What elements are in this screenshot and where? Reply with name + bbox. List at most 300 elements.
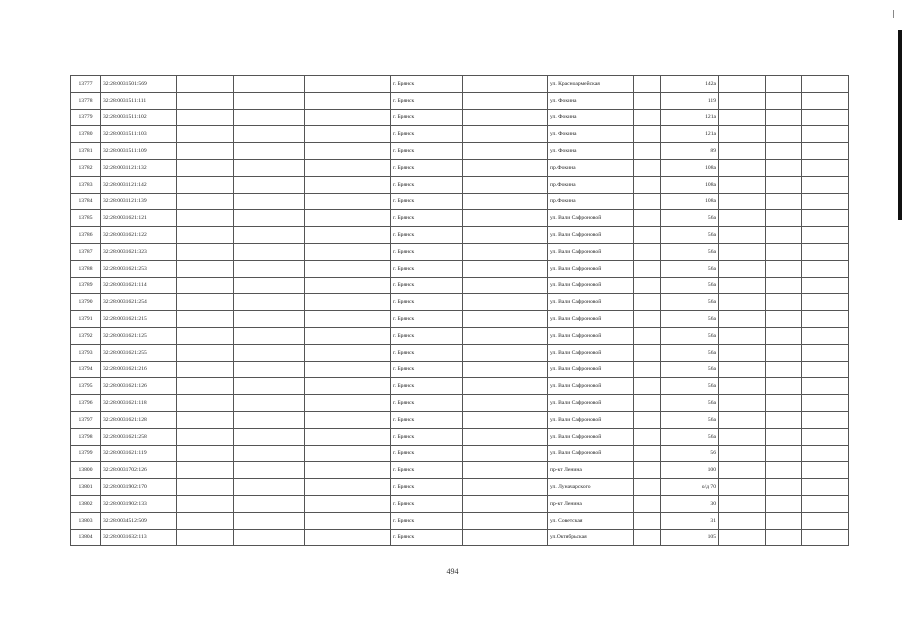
house-cell: 121а [661, 109, 719, 126]
empty-cell [463, 462, 548, 479]
empty-cell [802, 126, 849, 143]
empty-cell [719, 109, 766, 126]
empty-cell [463, 361, 548, 378]
empty-cell [766, 294, 802, 311]
street-cell: ул. Вали Сафроновой [548, 395, 634, 412]
empty-cell [305, 361, 391, 378]
empty-cell [634, 428, 661, 445]
cadastral-number-cell: 32:28:0031902:133 [101, 495, 177, 512]
city-cell: г. Брянск [391, 159, 463, 176]
empty-cell [234, 243, 305, 260]
empty-cell [634, 210, 661, 227]
table-row [71, 260, 849, 277]
empty-cell [177, 294, 234, 311]
empty-cell [177, 361, 234, 378]
row-number-cell: 13779 [71, 109, 101, 126]
empty-cell [234, 227, 305, 244]
empty-cell [802, 395, 849, 412]
street-cell: ул. Фокина [548, 126, 634, 143]
empty-cell [766, 378, 802, 395]
empty-cell [766, 529, 802, 546]
empty-cell [719, 277, 766, 294]
empty-cell [177, 109, 234, 126]
empty-cell [719, 529, 766, 546]
empty-cell [634, 479, 661, 496]
empty-cell [719, 210, 766, 227]
empty-cell [634, 126, 661, 143]
house-cell: 100 [661, 462, 719, 479]
house-cell: 56а [661, 210, 719, 227]
cadastral-number-cell: 32:28:0031621:122 [101, 227, 177, 244]
cadastral-number-cell: 32:28:0031621:323 [101, 243, 177, 260]
row-number-cell: 13800 [71, 462, 101, 479]
cadastral-number-cell: 32:28:0034512:509 [101, 512, 177, 529]
empty-cell [802, 361, 849, 378]
row-number-cell: 13791 [71, 311, 101, 328]
empty-cell [463, 143, 548, 160]
cadastral-number-cell: 32:28:0031511:102 [101, 109, 177, 126]
empty-cell [802, 243, 849, 260]
empty-cell [719, 143, 766, 160]
empty-cell [234, 210, 305, 227]
empty-cell [802, 176, 849, 193]
empty-cell [634, 143, 661, 160]
empty-cell [177, 529, 234, 546]
empty-cell [177, 344, 234, 361]
table-row [71, 193, 849, 210]
city-cell: г. Брянск [391, 243, 463, 260]
house-cell: 56а [661, 411, 719, 428]
empty-cell [234, 495, 305, 512]
city-cell: г. Брянск [391, 445, 463, 462]
empty-cell [802, 294, 849, 311]
row-number-cell: 13803 [71, 512, 101, 529]
empty-cell [802, 311, 849, 328]
empty-cell [305, 294, 391, 311]
empty-cell [766, 344, 802, 361]
empty-cell [177, 479, 234, 496]
empty-cell [177, 495, 234, 512]
empty-cell [234, 479, 305, 496]
empty-cell [802, 210, 849, 227]
empty-cell [463, 327, 548, 344]
empty-cell [719, 445, 766, 462]
empty-cell [634, 327, 661, 344]
empty-cell [305, 159, 391, 176]
city-cell: г. Брянск [391, 109, 463, 126]
house-cell: 56а [661, 378, 719, 395]
empty-cell [766, 176, 802, 193]
street-cell: ул. Красноармейская [548, 76, 634, 93]
empty-cell [802, 445, 849, 462]
row-number-cell: 13792 [71, 327, 101, 344]
table-row [71, 462, 849, 479]
empty-cell [177, 243, 234, 260]
city-cell: г. Брянск [391, 378, 463, 395]
empty-cell [719, 126, 766, 143]
row-number-cell: 13802 [71, 495, 101, 512]
empty-cell [305, 277, 391, 294]
empty-cell [802, 227, 849, 244]
house-cell: 56 [661, 445, 719, 462]
row-number-cell: 13799 [71, 445, 101, 462]
empty-cell [305, 378, 391, 395]
table-row [71, 529, 849, 546]
empty-cell [463, 311, 548, 328]
empty-cell [634, 495, 661, 512]
row-number-cell: 13790 [71, 294, 101, 311]
empty-cell [177, 411, 234, 428]
empty-cell [234, 311, 305, 328]
empty-cell [766, 411, 802, 428]
city-cell: г. Брянск [391, 411, 463, 428]
empty-cell [305, 92, 391, 109]
empty-cell [305, 76, 391, 93]
row-number-cell: 13804 [71, 529, 101, 546]
empty-cell [634, 294, 661, 311]
cadastral-number-cell: 32:28:0031632:113 [101, 529, 177, 546]
empty-cell [766, 210, 802, 227]
scan-edge-mark [893, 10, 894, 18]
empty-cell [305, 411, 391, 428]
empty-cell [766, 227, 802, 244]
cadastral-number-cell: 32:28:0031121:139 [101, 193, 177, 210]
street-cell: пр.Фокина [548, 193, 634, 210]
empty-cell [766, 462, 802, 479]
empty-cell [463, 260, 548, 277]
empty-cell [634, 260, 661, 277]
empty-cell [634, 92, 661, 109]
empty-cell [634, 277, 661, 294]
empty-cell [634, 445, 661, 462]
empty-cell [305, 479, 391, 496]
house-cell: 56а [661, 395, 719, 412]
city-cell: г. Брянск [391, 479, 463, 496]
row-number-cell: 13782 [71, 159, 101, 176]
empty-cell [719, 512, 766, 529]
row-number-cell: 13789 [71, 277, 101, 294]
empty-cell [802, 92, 849, 109]
empty-cell [234, 361, 305, 378]
empty-cell [305, 210, 391, 227]
city-cell: г. Брянск [391, 227, 463, 244]
empty-cell [463, 445, 548, 462]
cadastral-number-cell: 32:28:0031621:258 [101, 428, 177, 445]
empty-cell [719, 462, 766, 479]
empty-cell [634, 243, 661, 260]
empty-cell [766, 428, 802, 445]
empty-cell [234, 378, 305, 395]
empty-cell [234, 143, 305, 160]
row-number-cell: 13784 [71, 193, 101, 210]
city-cell: г. Брянск [391, 311, 463, 328]
city-cell: г. Брянск [391, 193, 463, 210]
empty-cell [766, 193, 802, 210]
empty-cell [634, 344, 661, 361]
cadastral-number-cell: 32:28:0031121:132 [101, 159, 177, 176]
empty-cell [802, 327, 849, 344]
empty-cell [719, 294, 766, 311]
empty-cell [463, 193, 548, 210]
table-row [71, 294, 849, 311]
empty-cell [719, 479, 766, 496]
empty-cell [463, 227, 548, 244]
city-cell: г. Брянск [391, 462, 463, 479]
row-number-cell: 13795 [71, 378, 101, 395]
empty-cell [634, 411, 661, 428]
street-cell: ул. Фокина [548, 109, 634, 126]
empty-cell [766, 445, 802, 462]
empty-cell [177, 92, 234, 109]
table-row [71, 92, 849, 109]
empty-cell [802, 512, 849, 529]
empty-cell [766, 92, 802, 109]
empty-cell [719, 344, 766, 361]
empty-cell [802, 344, 849, 361]
empty-cell [766, 109, 802, 126]
empty-cell [305, 462, 391, 479]
empty-cell [177, 159, 234, 176]
table-row [71, 495, 849, 512]
empty-cell [305, 109, 391, 126]
empty-cell [766, 277, 802, 294]
empty-cell [177, 462, 234, 479]
empty-cell [766, 260, 802, 277]
empty-cell [463, 243, 548, 260]
house-cell: 108а [661, 159, 719, 176]
row-number-cell: 13780 [71, 126, 101, 143]
empty-cell [802, 479, 849, 496]
table-row [71, 126, 849, 143]
empty-cell [305, 395, 391, 412]
empty-cell [634, 109, 661, 126]
empty-cell [234, 462, 305, 479]
empty-cell [766, 126, 802, 143]
empty-cell [719, 76, 766, 93]
house-cell: 56а [661, 344, 719, 361]
row-number-cell: 13798 [71, 428, 101, 445]
empty-cell [802, 378, 849, 395]
empty-cell [719, 92, 766, 109]
empty-cell [719, 227, 766, 244]
street-cell: ул.Октябрьская [548, 529, 634, 546]
empty-cell [234, 529, 305, 546]
empty-cell [634, 193, 661, 210]
house-cell: 31 [661, 512, 719, 529]
row-number-cell: 13796 [71, 395, 101, 412]
empty-cell [305, 311, 391, 328]
city-cell: г. Брянск [391, 512, 463, 529]
empty-cell [305, 143, 391, 160]
street-cell: ул. Фокина [548, 92, 634, 109]
row-number-cell: 13783 [71, 176, 101, 193]
row-number-cell: 13787 [71, 243, 101, 260]
street-cell: ул. Вали Сафроновой [548, 260, 634, 277]
empty-cell [463, 92, 548, 109]
row-number-cell: 13781 [71, 143, 101, 160]
table-row [71, 159, 849, 176]
empty-cell [463, 378, 548, 395]
empty-cell [234, 411, 305, 428]
empty-cell [463, 411, 548, 428]
table-row [71, 445, 849, 462]
empty-cell [766, 361, 802, 378]
city-cell: г. Брянск [391, 92, 463, 109]
street-cell: пр-кт Ленина [548, 462, 634, 479]
cadastral-number-cell: 32:28:0031621:216 [101, 361, 177, 378]
empty-cell [634, 76, 661, 93]
empty-cell [234, 277, 305, 294]
empty-cell [719, 193, 766, 210]
empty-cell [305, 529, 391, 546]
table-row [71, 327, 849, 344]
empty-cell [719, 159, 766, 176]
empty-cell [634, 311, 661, 328]
empty-cell [766, 327, 802, 344]
empty-cell [802, 260, 849, 277]
cadastral-number-cell: 32:28:0031621:253 [101, 260, 177, 277]
street-cell: ул. Вали Сафроновой [548, 327, 634, 344]
empty-cell [463, 495, 548, 512]
house-cell: 142а [661, 76, 719, 93]
street-cell: пр.Фокина [548, 159, 634, 176]
empty-cell [766, 159, 802, 176]
row-number-cell: 13793 [71, 344, 101, 361]
empty-cell [766, 243, 802, 260]
street-cell: пр.Фокина [548, 176, 634, 193]
house-cell: 56а [661, 311, 719, 328]
empty-cell [802, 109, 849, 126]
house-cell: 108а [661, 193, 719, 210]
row-number-cell: 13778 [71, 92, 101, 109]
street-cell: ул. Вали Сафроновой [548, 227, 634, 244]
empty-cell [463, 512, 548, 529]
cadastral-number-cell: 32:28:0031511:103 [101, 126, 177, 143]
empty-cell [234, 126, 305, 143]
city-cell: г. Брянск [391, 126, 463, 143]
empty-cell [234, 445, 305, 462]
city-cell: г. Брянск [391, 76, 463, 93]
house-cell: 119 [661, 92, 719, 109]
table-row [71, 344, 849, 361]
empty-cell [177, 210, 234, 227]
cadastral-number-cell: 32:28:0031621:215 [101, 311, 177, 328]
empty-cell [234, 159, 305, 176]
row-number-cell: 13797 [71, 411, 101, 428]
empty-cell [634, 227, 661, 244]
empty-cell [234, 512, 305, 529]
street-cell: ул. Вали Сафроновой [548, 378, 634, 395]
empty-cell [177, 143, 234, 160]
street-cell: пр-кт Ленина [548, 495, 634, 512]
table-row [71, 76, 849, 93]
empty-cell [463, 529, 548, 546]
house-cell: о/д 70 [661, 479, 719, 496]
empty-cell [802, 529, 849, 546]
empty-cell [305, 193, 391, 210]
row-number-cell: 13801 [71, 479, 101, 496]
street-cell: ул. Вали Сафроновой [548, 277, 634, 294]
table-row [71, 109, 849, 126]
street-cell: ул. Вали Сафроновой [548, 445, 634, 462]
empty-cell [463, 76, 548, 93]
empty-cell [719, 495, 766, 512]
city-cell: г. Брянск [391, 529, 463, 546]
empty-cell [305, 227, 391, 244]
table-row [71, 361, 849, 378]
registry-table [70, 75, 849, 546]
empty-cell [719, 243, 766, 260]
cadastral-number-cell: 32:28:0031621:121 [101, 210, 177, 227]
empty-cell [305, 428, 391, 445]
house-cell: 56а [661, 428, 719, 445]
empty-cell [305, 176, 391, 193]
empty-cell [766, 512, 802, 529]
street-cell: ул. Вали Сафроновой [548, 344, 634, 361]
cadastral-number-cell: 32:28:0031621:119 [101, 445, 177, 462]
house-cell: 56а [661, 361, 719, 378]
row-number-cell: 13777 [71, 76, 101, 93]
house-cell: 30 [661, 495, 719, 512]
empty-cell [634, 462, 661, 479]
cadastral-number-cell: 32:28:0031621:128 [101, 411, 177, 428]
empty-cell [234, 76, 305, 93]
city-cell: г. Брянск [391, 260, 463, 277]
empty-cell [463, 159, 548, 176]
house-cell: 105 [661, 529, 719, 546]
empty-cell [463, 109, 548, 126]
street-cell: ул. Вали Сафроновой [548, 311, 634, 328]
empty-cell [802, 193, 849, 210]
empty-cell [305, 344, 391, 361]
empty-cell [463, 126, 548, 143]
row-number-cell: 13786 [71, 227, 101, 244]
cadastral-number-cell: 32:28:0031902:170 [101, 479, 177, 496]
empty-cell [719, 311, 766, 328]
street-cell: ул. Вали Сафроновой [548, 294, 634, 311]
house-cell: 56а [661, 260, 719, 277]
empty-cell [234, 92, 305, 109]
empty-cell [177, 395, 234, 412]
empty-cell [177, 311, 234, 328]
empty-cell [766, 76, 802, 93]
empty-cell [719, 378, 766, 395]
empty-cell [305, 260, 391, 277]
row-number-cell: 13788 [71, 260, 101, 277]
empty-cell [305, 512, 391, 529]
street-cell: ул. Вали Сафроновой [548, 361, 634, 378]
empty-cell [802, 495, 849, 512]
city-cell: г. Брянск [391, 327, 463, 344]
empty-cell [234, 294, 305, 311]
empty-cell [305, 495, 391, 512]
empty-cell [305, 243, 391, 260]
empty-cell [177, 176, 234, 193]
cadastral-number-cell: 32:28:0031621:118 [101, 395, 177, 412]
house-cell: 56а [661, 294, 719, 311]
empty-cell [802, 277, 849, 294]
cadastral-number-cell: 32:28:0031621:254 [101, 294, 177, 311]
empty-cell [177, 327, 234, 344]
empty-cell [234, 260, 305, 277]
city-cell: г. Брянск [391, 495, 463, 512]
cadastral-number-cell: 32:28:0031501:569 [101, 76, 177, 93]
table-row [71, 378, 849, 395]
cadastral-number-cell: 32:28:0031511:109 [101, 143, 177, 160]
empty-cell [463, 428, 548, 445]
city-cell: г. Брянск [391, 428, 463, 445]
empty-cell [766, 311, 802, 328]
